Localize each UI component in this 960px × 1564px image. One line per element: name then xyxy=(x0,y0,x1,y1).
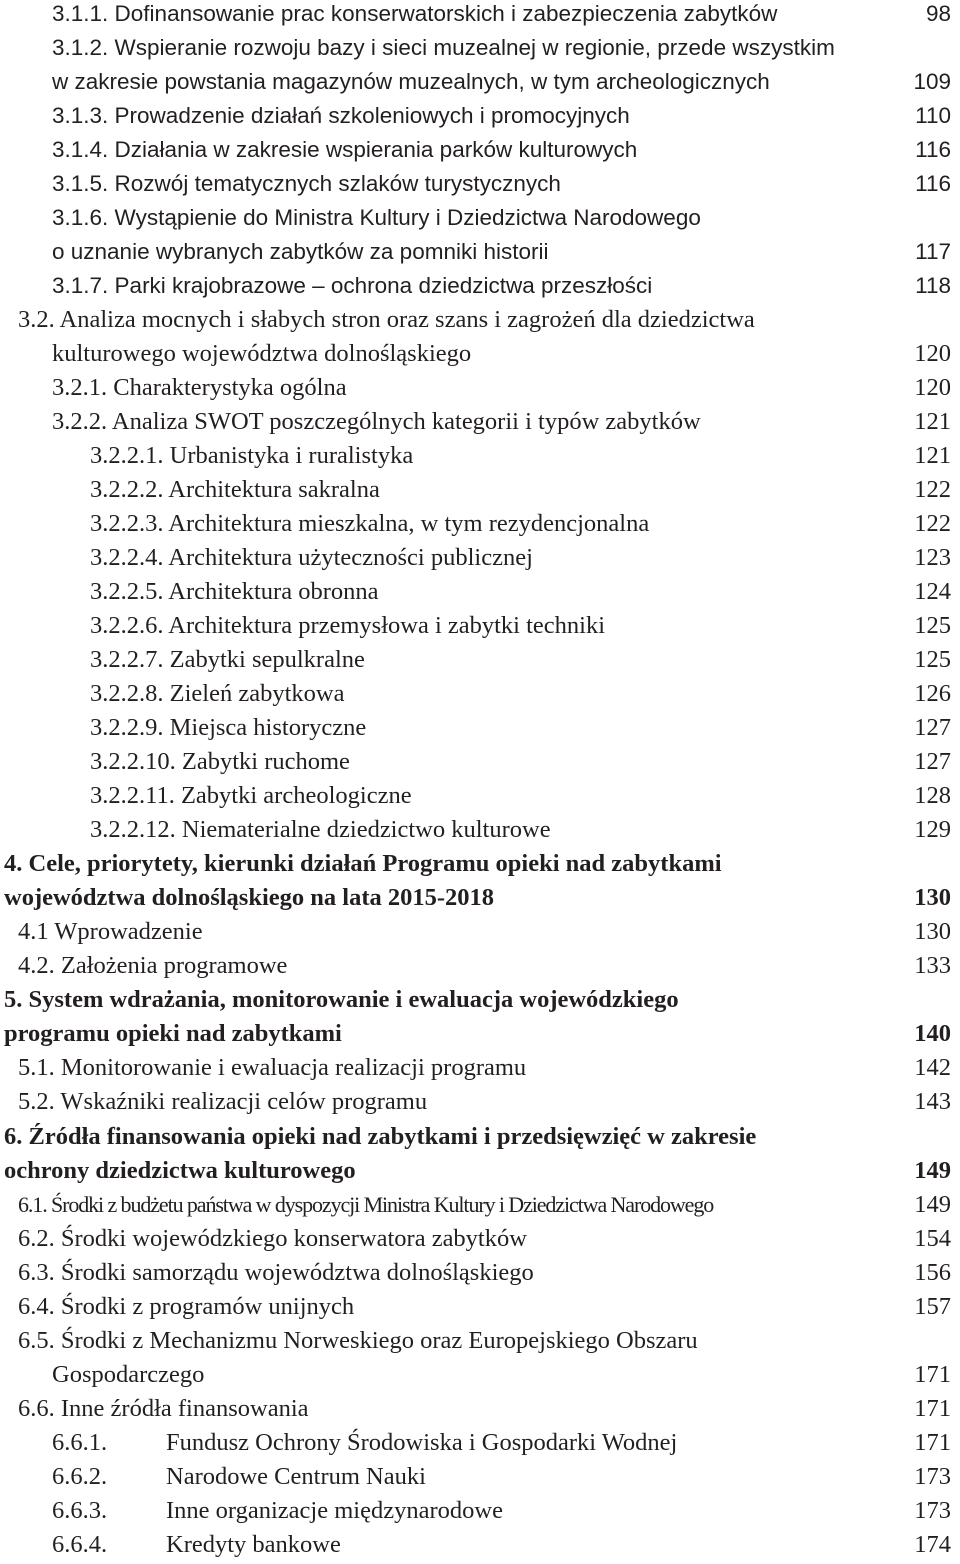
toc-entry[interactable] xyxy=(0,1528,960,1562)
toc-page-number: 98 xyxy=(925,1,951,26)
toc-entry-text: 6.3. Środki samorządu województwa dolnośląskiego xyxy=(18,1259,534,1286)
toc-entry[interactable] xyxy=(0,711,960,745)
toc-entry-text: 3.1.3. Prowadzenie działań szkoleniowych i promocyjnych xyxy=(52,103,630,128)
toc-page-number: 173 xyxy=(914,1497,951,1524)
toc-chapter-continuation[interactable] xyxy=(0,1017,960,1051)
toc-entry[interactable] xyxy=(0,303,960,337)
toc-page-number: 126 xyxy=(914,680,951,707)
toc-page-number: 120 xyxy=(914,340,951,367)
toc-entry-text: 3.2.2.9. Miejsca historyczne xyxy=(90,714,367,741)
toc-chapter[interactable] xyxy=(0,847,960,881)
toc-chapter[interactable] xyxy=(0,1120,960,1154)
toc-entry[interactable] xyxy=(0,1188,960,1222)
toc-page-number: 109 xyxy=(913,69,951,94)
toc-entry-text: 3.2.2.1. Urbanistyka i ruralistyka xyxy=(90,442,414,469)
toc-entry[interactable] xyxy=(0,745,960,779)
toc-entry-text: 5.2. Wskaźniki realizacji celów programu xyxy=(18,1088,428,1115)
toc-page-number: 116 xyxy=(915,171,951,196)
toc-entry-continuation[interactable] xyxy=(0,1358,960,1392)
toc-page-number: 110 xyxy=(915,103,951,128)
toc-entry[interactable] xyxy=(0,405,960,439)
toc-entry-text: kulturowego województwa dolnośląskiego xyxy=(52,340,472,367)
toc-entry-text: 3.2.2.12. Niematerialne dziedzictwo kulturowe xyxy=(90,816,551,843)
toc-entry[interactable] xyxy=(0,915,960,949)
toc-entry[interactable] xyxy=(0,133,960,167)
toc-page-number: 125 xyxy=(914,646,951,673)
toc-entry-text: 3.2.2.4. Architektura użyteczności publicznej xyxy=(90,544,533,571)
toc-entry-text: w zakresie powstania magazynów muzealnych, w tym archeologicznych xyxy=(52,69,770,94)
toc-entry[interactable] xyxy=(0,1051,960,1085)
toc-entry-text: o uznanie wybranych zabytków za pomniki historii xyxy=(52,239,549,264)
toc-chapter-title: 4. Cele, priorytety, kierunki działań Programu opieki nad zabytkami xyxy=(4,850,722,877)
toc-entry-text: 4.1 Wprowadzenie xyxy=(18,918,203,945)
toc-entry[interactable] xyxy=(0,1426,960,1460)
toc-chapter-title: 6. Źródła finansowania opieki nad zabytkami i przedsięwzięć w zakresie xyxy=(4,1123,757,1150)
toc-entry[interactable] xyxy=(0,99,960,133)
toc-entry-text: 3.1.7. Parki krajobrazowe – ochrona dziedzictwa przeszłości xyxy=(52,273,653,298)
toc-page-number: 171 xyxy=(914,1395,951,1422)
toc-page-number: 127 xyxy=(914,748,951,775)
toc-page-number: 117 xyxy=(915,239,951,264)
toc-entry-continuation[interactable] xyxy=(0,235,960,269)
toc-page-number: 120 xyxy=(914,374,951,401)
toc-entry-text: 3.2.2.6. Architektura przemysłowa i zabytki techniki xyxy=(90,612,606,639)
toc-entry[interactable] xyxy=(0,371,960,405)
toc-page-number: 128 xyxy=(914,782,951,809)
toc-entry[interactable] xyxy=(0,779,960,813)
toc-entry-text: Inne organizacje międzynarodowe xyxy=(166,1497,503,1524)
toc-page-number: 171 xyxy=(914,1429,951,1456)
toc-page-number: 125 xyxy=(914,612,951,639)
toc-entry[interactable] xyxy=(0,1460,960,1494)
toc-page-number: 122 xyxy=(914,476,951,503)
toc-page-number: 129 xyxy=(914,816,951,843)
toc-entry[interactable] xyxy=(0,541,960,575)
toc-entry-text: 3.1.5. Rozwój tematycznych szlaków turystycznych xyxy=(52,171,561,196)
toc-page-number: 149 xyxy=(914,1157,951,1184)
toc-entry[interactable] xyxy=(0,1392,960,1426)
toc-page-number: 122 xyxy=(914,510,951,537)
toc-entry-text: 3.1.2. Wspieranie rozwoju bazy i sieci muzealnej w regionie, przede wszystkim xyxy=(52,35,835,60)
toc-page-number: 121 xyxy=(914,442,951,469)
toc-page-number: 140 xyxy=(914,1020,951,1047)
toc-entry[interactable] xyxy=(0,575,960,609)
toc-page-number: 171 xyxy=(914,1361,951,1388)
toc-chapter-title: 5. System wdrażania, monitorowanie i ewaluacja wojewódzkiego xyxy=(4,986,679,1013)
toc-entry[interactable] xyxy=(0,677,960,711)
toc-chapter-continuation[interactable] xyxy=(0,1154,960,1188)
toc-entry[interactable] xyxy=(0,1256,960,1290)
toc-entry[interactable] xyxy=(0,31,960,65)
toc-page-number: 156 xyxy=(914,1259,951,1286)
toc-chapter-title: programu opieki nad zabytkami xyxy=(4,1020,342,1047)
toc-entry-number: 6.6.3. xyxy=(52,1497,108,1524)
toc-entry-text: Gospodarczego xyxy=(52,1361,205,1388)
toc-entry-continuation[interactable] xyxy=(0,65,960,99)
toc-entry[interactable] xyxy=(0,0,960,31)
toc-page-number: 130 xyxy=(914,884,951,911)
toc-entry-text: 3.2.2.2. Architektura sakralna xyxy=(90,476,380,503)
toc-entry[interactable] xyxy=(0,167,960,201)
toc-entry-text: 3.2.1. Charakterystyka ogólna xyxy=(52,374,347,401)
toc-entry[interactable] xyxy=(0,1222,960,1256)
toc-page-number: 154 xyxy=(914,1225,951,1252)
toc-entry-text: 3.2.2.8. Zieleń zabytkowa xyxy=(90,680,345,707)
toc-entry[interactable] xyxy=(0,609,960,643)
toc-entry-text: 3.2.2.7. Zabytki sepulkralne xyxy=(90,646,365,673)
toc-entry[interactable] xyxy=(0,473,960,507)
toc-entry-text: 3.2. Analiza mocnych i słabych stron oraz szans i zagrożeń dla dziedzictwa xyxy=(18,306,755,333)
toc-page-number: 127 xyxy=(914,714,951,741)
toc-entry-number: 6.6.2. xyxy=(52,1463,108,1490)
toc-entry-text: 6.6. Inne źródła finansowania xyxy=(18,1395,309,1422)
toc-page-number: 157 xyxy=(914,1293,951,1320)
toc-page-number: 174 xyxy=(914,1531,951,1558)
toc-entry-text: 3.2.2.10. Zabytki ruchome xyxy=(90,748,350,775)
toc-entry-text: 6.5. Środki z Mechanizmu Norweskiego oraz Europejskiego Obszaru xyxy=(18,1327,698,1354)
toc-entry[interactable] xyxy=(0,813,960,847)
toc-entry-text: 6.2. Środki wojewódzkiego konserwatora zabytków xyxy=(18,1225,527,1252)
toc-entry[interactable] xyxy=(0,201,960,235)
toc-page-number: 124 xyxy=(914,578,951,605)
toc-entry[interactable] xyxy=(0,949,960,983)
toc-page-number: 149 xyxy=(914,1191,951,1218)
toc-entry-text: 3.2.2.11. Zabytki archeologiczne xyxy=(90,782,412,809)
toc-entry-text: 5.1. Monitorowanie i ewaluacja realizacji programu xyxy=(18,1054,527,1081)
toc-entry[interactable] xyxy=(0,507,960,541)
toc-page-number: 123 xyxy=(914,544,951,571)
toc-entry-text: 6.4. Środki z programów unijnych xyxy=(18,1293,355,1320)
toc-entry[interactable] xyxy=(0,643,960,677)
toc-chapter[interactable] xyxy=(0,983,960,1017)
toc-entry[interactable] xyxy=(0,1494,960,1528)
toc-chapter-title: województwa dolnośląskiego na lata 2015-2018 xyxy=(4,884,495,911)
toc-page-number: 130 xyxy=(914,918,951,945)
toc-chapter-continuation[interactable] xyxy=(0,881,960,915)
toc-page-number: 116 xyxy=(915,137,951,162)
toc-entry-text: 3.1.6. Wystąpienie do Ministra Kultury i Dziedzictwa Narodowego xyxy=(52,205,701,230)
toc-page-number: 142 xyxy=(914,1054,951,1081)
toc-entry-text: Narodowe Centrum Nauki xyxy=(166,1463,426,1490)
toc-entry-text: Kredyty bankowe xyxy=(166,1531,341,1558)
toc-entry-text: 3.2.2.3. Architektura mieszkalna, w tym rezydencjonalna xyxy=(90,510,650,537)
toc-entry-text: 3.1.1. Dofinansowanie prac konserwatorskich i zabezpieczenia zabytków xyxy=(52,1,778,26)
toc-entry-text: Fundusz Ochrony Środowiska i Gospodarki Wodnej xyxy=(166,1429,678,1456)
toc-entry-text: 3.1.4. Działania w zakresie wspierania parków kulturowych xyxy=(52,137,638,162)
toc-page-number: 143 xyxy=(914,1088,951,1115)
toc-entry-text: 3.2.2. Analiza SWOT poszczególnych kategorii i typów zabytków xyxy=(52,408,701,435)
toc-entry-number: 6.6.4. xyxy=(52,1531,108,1558)
toc-page-number: 133 xyxy=(914,952,951,979)
toc-entry[interactable] xyxy=(0,1324,960,1358)
toc-page-number: 118 xyxy=(915,273,951,298)
toc-entry[interactable] xyxy=(0,269,960,303)
toc-entry[interactable] xyxy=(0,439,960,473)
toc-entry[interactable] xyxy=(0,1290,960,1324)
toc-entry-text: 6.1. Środki z budżetu państwa w dyspozycji Ministra Kultury i Dziedzictwa Narodowego xyxy=(18,1192,714,1217)
toc-entry-text: 4.2. Założenia programowe xyxy=(18,952,288,979)
toc-entry-continuation[interactable] xyxy=(0,337,960,371)
toc-entry[interactable] xyxy=(0,1085,960,1119)
toc-entry-number: 6.6.1. xyxy=(52,1429,108,1456)
toc-page-number: 121 xyxy=(914,408,951,435)
toc-chapter-title: ochrony dziedzictwa kulturowego xyxy=(4,1157,356,1184)
toc-entry-text: 3.2.2.5. Architektura obronna xyxy=(90,578,379,605)
toc-page-number: 173 xyxy=(914,1463,951,1490)
